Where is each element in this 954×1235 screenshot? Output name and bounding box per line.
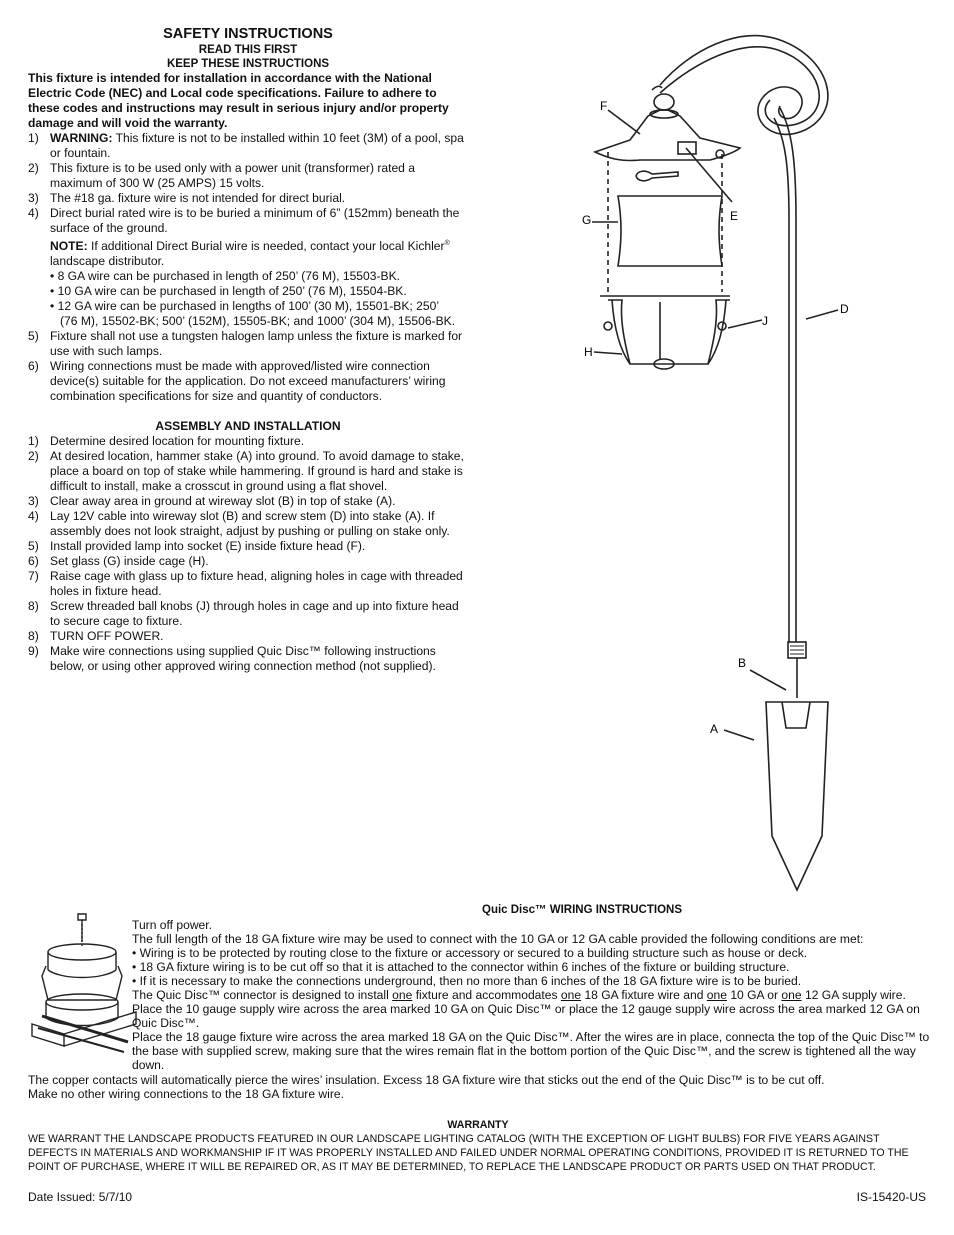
document-code: IS-15420-US: [856, 1190, 926, 1204]
ball-knob-left: [604, 322, 612, 330]
stake: [766, 702, 828, 890]
wire-bullet: • 10 GA wire can be purchased in length of 250’ (76 M), 15504-BK.: [50, 284, 407, 299]
wire-bullet-continued: (76 M), 15502-BK; 500’ (152M), 15505-BK; and 1000’ (304 M), 15506-BK.: [60, 314, 456, 329]
warranty-title: WARRANTY: [447, 1119, 509, 1131]
wire-bullet: • 8 GA wire can be purchased in length of 250’ (76 M), 15503-BK.: [50, 269, 401, 284]
label-A: A: [710, 722, 719, 736]
safety-intro: This fixture is intended for installation in accordance with the National Electric Code (NEC) and Local code specifications. Failure to adhere to these codes and instructions may result in serious injury and/or property damage and will void the warranty.: [28, 71, 449, 130]
glass-shade: [618, 196, 722, 266]
safety-subtitle-keep: KEEP THESE INSTRUCTIONS: [166, 58, 330, 70]
assembly-item: 7) Raise cage with glass up to fixture head, aligning holes in cage with threaded holes in fixture head.: [28, 569, 463, 599]
assembly-title: ASSEMBLY AND INSTALLATION: [155, 419, 341, 434]
warranty-text: WE WARRANT THE LANDSCAPE PRODUCTS FEATURED IN OUR LANDSCAPE LIGHTING CATALOG (WITH THE EXCEPTION OF LIGHT BULBS) FOR FIVE YEARS AGAINST DEFECTS IN MATERIALS AND WORKMANSHIP IF IT WAS PROPERLY INSTALLED AND FAILED UNDER NORMAL OPERATING CONDITIONS, PROVIDED IT IS RETURNED TO THE POINT OF PURCHASE, WHERE IT WILL BE REPAIRED OR, AS IT MAY BE DETERMINED, TO REPLACE THE LANDSCAPE PRODUCT OR PARTS USED ON THAT PRODUCT.: [28, 1133, 909, 1173]
wire-bullet: • 12 GA wire can be purchased in lengths of 100’ (30 M), 15501-BK; 250’: [50, 299, 440, 314]
wiring-line: Turn off power.: [132, 918, 212, 932]
wiring-paragraph: Place the 18 gauge fixture wire across the area marked 18 GA on the Quic Disc™. After the wires are in place, connecta the top of the Quic Disc™ to the base with supplied screw, making sure that the wires remain flat in the bottom portion of the Quic Disc™, and the screw is tightened all the way down.: [132, 1030, 930, 1072]
assembly-item: 8) TURN OFF POWER.: [28, 629, 164, 644]
safety-item: 6) Wiring connections must be made with approved/listed wire connection device(s) suitable for the application. Do not exceed manufacturers’ wiring combination specifications for size and quantity of conductors.: [28, 359, 446, 404]
safety-item: 1) WARNING: This fixture is not to be installed within 10 feet (3M) of a pool, spa or fountain.: [28, 131, 464, 160]
assembly-item: 5) Install provided lamp into socket (E) inside fixture head (F).: [28, 539, 366, 554]
wiring-bullet: • If it is necessary to make the connections underground, then no more than 6 inches of the 18 GA fixture wire is to be buried.: [132, 974, 802, 988]
wiring-line: The copper contacts will automatically pierce the wires’ insulation. Excess 18 GA fixture wire that sticks out the end of the Quic Disc™ is to be cut off.: [28, 1073, 825, 1087]
warranty-section: [28, 1118, 928, 1174]
wiring-line: Make no other wiring connections to the 18 GA fixture wire.: [28, 1087, 344, 1101]
note: NOTE: If additional Direct Burial wire is needed, contact your local Kichler® landscape distributor.: [50, 239, 450, 269]
cage: [608, 300, 730, 364]
safety-item: 3) The #18 ga. fixture wire is not intended for direct burial.: [28, 191, 346, 205]
safety-item: 5) Fixture shall not use a tungsten halogen lamp unless the fixture is marked for use with such lamps.: [28, 329, 463, 359]
wiring-paragraph: The Quic Disc™ connector is designed to install one fixture and accommodates one 18 GA fixture wire and one 10 GA or one 12 GA supply wire.: [132, 988, 906, 1002]
assembly-list: [28, 434, 468, 674]
wiring-tail: [28, 1073, 928, 1101]
wiring-body: [132, 918, 932, 1072]
assembly-item: 8) Screw threaded ball knobs (J) through holes in cage and up into fixture head to secure cage to fixture.: [28, 599, 459, 629]
safety-item: 2) This fixture is to be used only with a power unit (transformer) rated a maximum of 300 W (25 AMPS) 15 volts.: [28, 161, 415, 190]
assembly-item: 3) Clear away area in ground at wireway slot (B) in top of stake (A).: [28, 494, 396, 509]
wiring-paragraph: Place the 10 gauge supply wire across the area marked 10 GA on Quic Disc™ or place the 12 gauge supply wire across the area marked 12 GA on Quic Disc™.: [132, 1002, 920, 1030]
fixture-exploded-diagram: [560, 30, 860, 900]
assembly-item: 1) Determine desired location for mounting fixture.: [28, 434, 305, 449]
wiring-title: Quic Disc™ WIRING INSTRUCTIONS: [482, 904, 682, 916]
label-G: G: [582, 213, 592, 227]
wiring-bullet: • Wiring is to be protected by routing close to the fixture or accessory or secured to a building structure such as house or deck.: [132, 946, 808, 960]
wiring-bullet: • 18 GA fixture wiring is to be cut off so that it is attached to the connector within 6 inches of the fixture or building structure.: [132, 960, 790, 974]
wiring-line: The full length of the 18 GA fixture wire may be used to connect with the 10 GA or 12 GA cable provided the following conditions are met:: [132, 932, 864, 946]
quic-disc-connector-illustration: [28, 910, 140, 1060]
safety-list: [28, 131, 468, 236]
hook-scroll: [660, 36, 828, 135]
label-H: H: [584, 345, 593, 359]
label-B: B: [738, 656, 747, 670]
date-issued: Date Issued: 5/7/10: [28, 1190, 133, 1204]
assembly-item: 6) Set glass (G) inside cage (H).: [28, 554, 209, 569]
label-F: F: [600, 99, 608, 113]
safety-item: 4) Direct burial rated wire is to be buried a minimum of 6” (152mm) beneath the surface of the ground.: [28, 206, 460, 235]
safety-subtitle-read: READ THIS FIRST: [198, 44, 298, 56]
assembly-item: 9) Make wire connections using supplied Quic Disc™ following instructions below, or using other approved wiring connection method (not supplied).: [28, 644, 436, 674]
safety-title: SAFETY INSTRUCTIONS: [163, 26, 333, 42]
assembly-item: 2) At desired location, hammer stake (A) into ground. To avoid damage to stake, place a board on top of stake while hammering. If ground is hard and stake is difficult to install, make a crosscut in ground using a flat shovel.: [28, 449, 464, 494]
safety-list-continued: [28, 329, 468, 404]
assembly-item: 4) Lay 12V cable into wireway slot (B) and screw stem (D) into stake (A). If assembly does not look straight, adjust by pushing or pulling on stake only.: [28, 509, 450, 539]
label-E: E: [730, 209, 739, 223]
lamp-bulb: [636, 171, 678, 181]
instructions-column: [28, 26, 468, 674]
label-J: J: [762, 314, 768, 328]
label-D: D: [840, 302, 849, 316]
